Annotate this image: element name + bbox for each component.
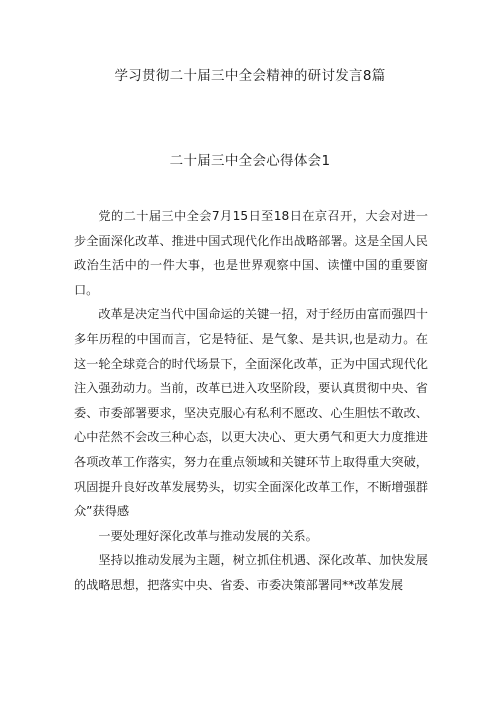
body-text — [74, 204, 428, 598]
paragraph: 坚持以推动发展为主题，树立抓住机遇、深化改革、加快发展的战略思想，把落实中央、省委、市委决策部署同**改革发展 — [74, 553, 428, 592]
document-title: 学习贯彻二十届三中全会精神的研讨发言8篇 — [114, 68, 386, 84]
paragraph: 改革是决定当代中国命运的关键一招，对于经历由富而强四十多年历程的中国而言，它是特征、是气象、是共识,也是动力。在这一轮全球竞合的时代场景下，全面深化改革，正为中国式现代化注入强劲动力。当前，改革已进入攻坚阶段，要认真贯彻中央、省委、市委部署要求，坚决克服心有私利不愿改、心生胆怯不敢改、心中茫然不会改三种心态，以更大决心、更大勇气和更大力度推进各项改革工作落实，努力在重点领域和关键环节上取得重大突破，巩固提升良好改革发展势头，切实全面深化改革工作，不断增强群众”获得感 — [74, 307, 428, 519]
paragraph-subheading: 一要处理好深化改革与推动发展的关系。 — [98, 528, 318, 543]
paragraph: 党的二十届三中全会7月15日至18日在京召开，大会对进一步全面深化改革、推进中国式现代化作出战略部署。这是全国人民政治生活中的一件大事，也是世界观察中国、读懂中国的重要窗口。 — [74, 209, 428, 297]
section-title: 二十届三中全会心得体会1 — [169, 153, 331, 169]
